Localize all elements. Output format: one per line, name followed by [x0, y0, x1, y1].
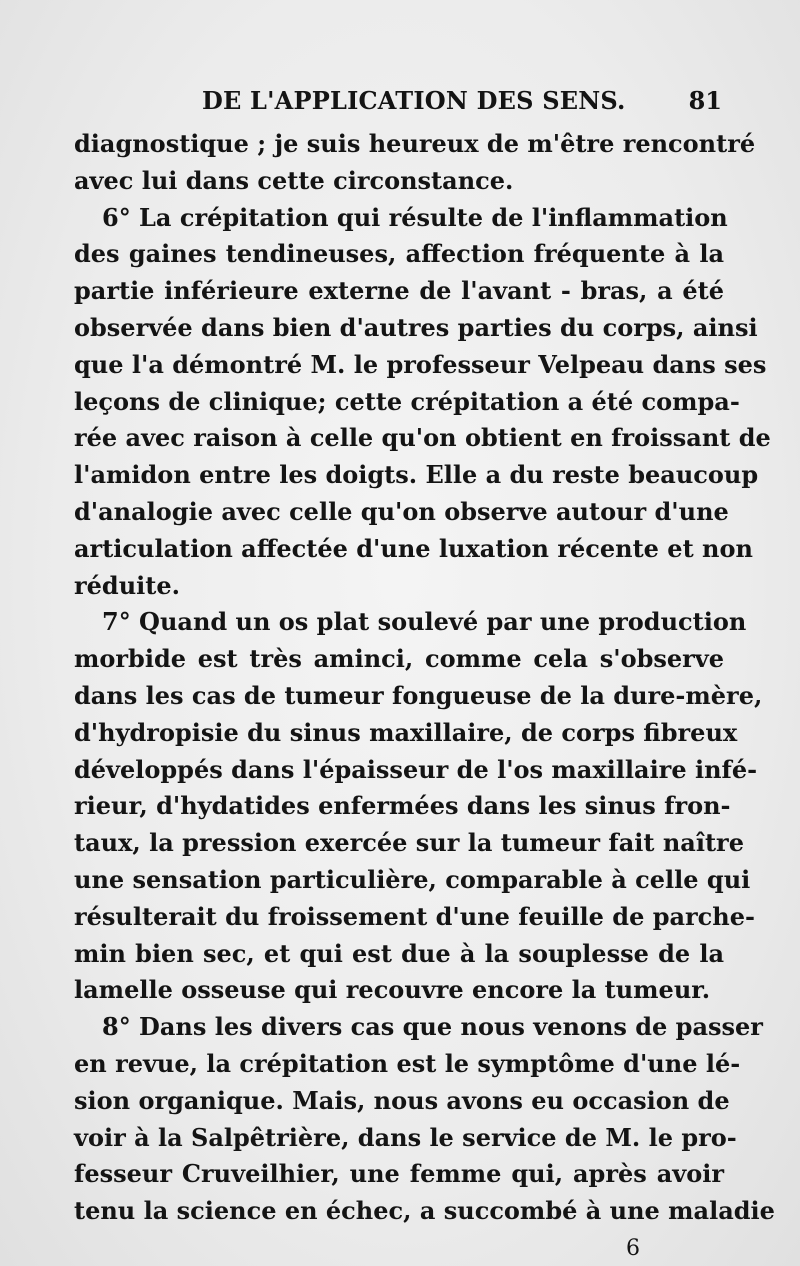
text-line: rée avec raison à celle qu'on obtient en froissant de	[74, 423, 771, 453]
signature-mark: 6	[626, 1236, 640, 1261]
page-number: 81	[688, 86, 722, 115]
paragraph-start-line: 7° Quand un os plat soulevé par une production	[102, 607, 747, 637]
text-line: partie inférieure externe de l'avant - bras, a été	[74, 276, 724, 306]
text-line: tenu la science en échec, a succombé à une maladie	[74, 1196, 775, 1226]
body-text	[74, 126, 775, 1230]
text-line: avec lui dans cette circonstance.	[74, 165, 514, 195]
text-line: min bien sec, et qui est due à la souplesse de la	[74, 938, 724, 968]
text-line: lamelle osseuse qui recouvre encore la tumeur.	[74, 975, 711, 1005]
text-line: d'analogie avec celle qu'on observe autour d'une	[74, 496, 729, 526]
text-line: leçons de clinique; cette crépitation a été compa-	[74, 386, 740, 416]
text-line: articulation affectée d'une luxation récente et non	[74, 533, 753, 563]
text-line: une sensation particulière, comparable à celle qui	[74, 864, 751, 894]
text-line: diagnostique ; je suis heureux de m'être rencontré	[74, 129, 756, 158]
text-line: que l'a démontré M. le professeur Velpeau dans ses	[74, 349, 767, 379]
text-line: morbide est très aminci, comme cela s'observe	[74, 644, 724, 674]
text-line: taux, la pression exercée sur la tumeur fait naître	[74, 828, 744, 858]
paragraph-start-line: 8° Dans les divers cas que nous venons de passer	[102, 1012, 763, 1042]
text-line: en revue, la crépitation est le symptôme d'une lé-	[74, 1048, 741, 1078]
text-line: sion organique. Mais, nous avons eu occasion de	[74, 1085, 730, 1115]
text-line: d'hydropisie du sinus maxillaire, de corps fibreux	[74, 717, 738, 747]
page-header	[74, 84, 724, 122]
text-line: résulterait du froissement d'une feuille de parche-	[74, 901, 755, 931]
text-line: l'amidon entre les doigts. Elle a du reste beaucoup	[74, 460, 759, 490]
text-line: rieur, d'hydatides enfermées dans les sinus fron-	[74, 791, 731, 821]
text-line: développés dans l'épaisseur de l'os maxillaire infé-	[74, 754, 758, 784]
text-line: réduite.	[74, 570, 180, 600]
text-line: observée dans bien d'autres parties du corps, ainsi	[74, 312, 758, 342]
text-line: des gaines tendineuses, affection fréquente à la	[74, 239, 724, 269]
paragraph-start-line: 6° La crépitation qui résulte de l'inflammation	[102, 202, 728, 232]
running-head: DE L'APPLICATION DES SENS.	[202, 86, 626, 115]
text-line: dans les cas de tumeur fongueuse de la dure-mère,	[74, 680, 763, 710]
text-line: fesseur Cruveilhier, une femme qui, après avoir	[74, 1159, 724, 1189]
text-line: voir à la Salpêtrière, dans le service de M. le pro-	[74, 1122, 737, 1152]
